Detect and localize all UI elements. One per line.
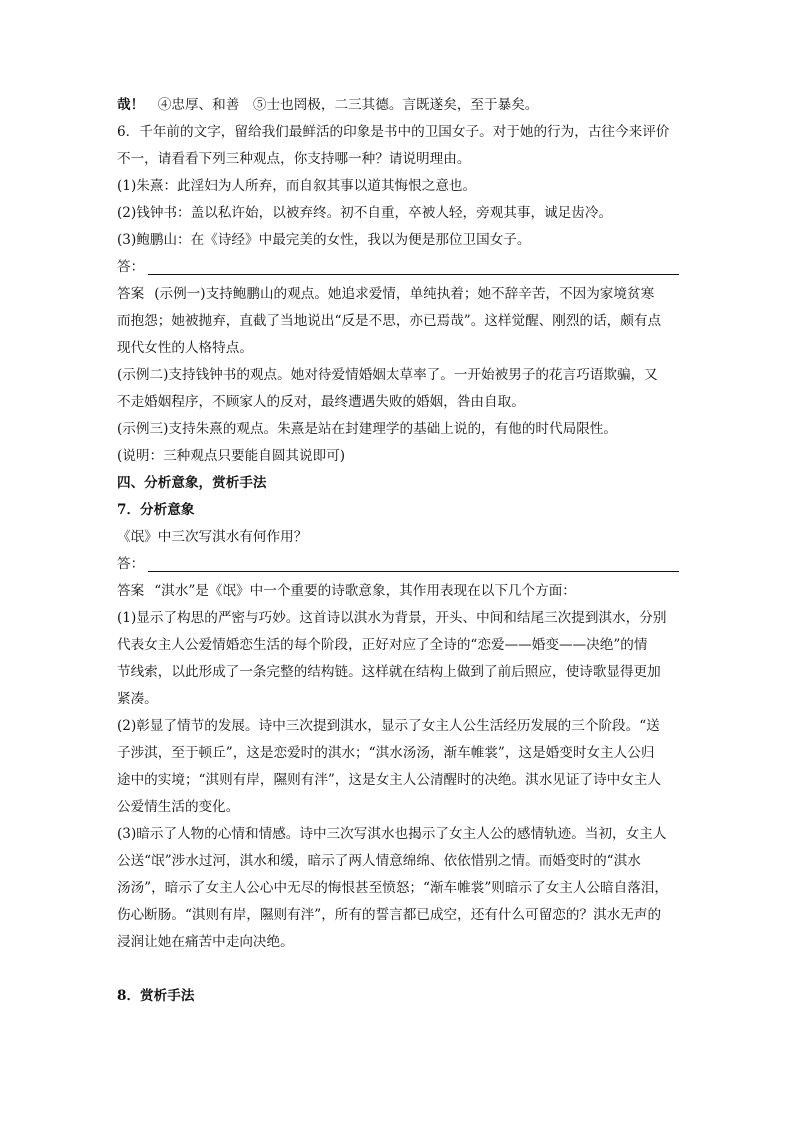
line-text: 6．千年前的文字，留给我们最鲜活的印象是书中的卫国女子。对于她的行为，古往今来评价 xyxy=(117,124,670,140)
document-page xyxy=(117,92,679,1010)
section-heading xyxy=(117,983,679,1010)
line-text: 不走婚姻程序，不顾家人的反对，最终遭遇失败的婚姻，咎由自取。 xyxy=(117,394,525,410)
text-line xyxy=(117,92,679,119)
line-text: (1)朱熹：此淫妇为人所弃，而自叙其事以道其悔恨之意也。 xyxy=(117,178,477,194)
text-line xyxy=(117,821,679,848)
text-line xyxy=(117,578,679,605)
line-text: 浸润让她在痛苦中走向决绝。 xyxy=(117,934,294,950)
text-line xyxy=(117,200,679,227)
line-text: 途中的实境；“淇则有岸，隰则有泮”，这是女主人公清醒时的决绝。淇水见证了诗中女主人 xyxy=(117,772,662,788)
line-text: (示例三)支持朱熹的观点。朱熹是站在封建理学的基础上说的，有他的时代局限性。 xyxy=(117,421,617,437)
text-line xyxy=(117,362,679,389)
text-line xyxy=(117,173,679,200)
text-line xyxy=(117,227,679,254)
line-text: ④忠厚、和善 ⑤士也罔极，二三其德。言既遂矣，至于暴矣。 xyxy=(144,97,539,113)
line-text: (2)钱钟书：盖以私许始，以被弃终。初不自重，卒被人轻，旁观其事，诚足齿冷。 xyxy=(117,205,613,221)
line-text: 而抱怨；她被抛弃，直截了当地说出“反是不思，亦已焉哉”。这样觉醒、刚烈的话，颇有点 xyxy=(117,313,662,329)
section-heading xyxy=(117,470,679,497)
text-line xyxy=(117,632,679,659)
answer-label: 答： xyxy=(117,556,145,572)
line-text: 公爱情生活的变化。 xyxy=(117,799,240,815)
line-text: 紧凑。 xyxy=(117,691,158,707)
line-text: “淇水”是《氓》中一个重要的诗歌意象，其作用表现在以下几个方面： xyxy=(154,583,576,599)
text-line xyxy=(117,929,679,956)
text-line xyxy=(117,686,679,713)
line-text: (示例二)支持钱钟书的观点。她对待爱情婚姻太草率了。一开始被男子的花言巧语欺骗，又 xyxy=(117,367,658,383)
answer-blank xyxy=(117,551,679,578)
line-text: 7．分析意象 xyxy=(117,502,195,518)
text-line xyxy=(117,740,679,767)
text-line xyxy=(117,524,679,551)
answer-underline xyxy=(148,552,679,572)
answer-tag: 答案 xyxy=(117,583,145,599)
text-line xyxy=(117,416,679,443)
answer-underline xyxy=(148,255,679,275)
line-text: 公送“氓”涉水过河，淇水和缓，暗示了两人情意绵绵、依依惜别之情。而婚变时的“淇水 xyxy=(117,853,641,869)
line-text: 四、分析意象，赏析手法 xyxy=(117,475,267,491)
line-text: 代表女主人公爱情婚恋生活的每个阶段，正好对应了全诗的“恋爱——婚变——决绝”的情 xyxy=(117,637,648,653)
line-text: (3)鲍鹏山：在《诗经》中最完美的女性，我以为便是那位卫国女子。 xyxy=(117,232,531,248)
text-line xyxy=(117,605,679,632)
section-heading xyxy=(117,497,679,524)
line-text: (示例一)支持鲍鹏山的观点。她追求爱情，单纯执着；她不辞辛苦，不因为家境贫寒 xyxy=(154,286,655,302)
line-text: 伤心断肠。“淇则有岸，隰则有泮”，所有的誓言都已成空，还有什么可留恋的？淇水无声的 xyxy=(117,907,662,923)
answer-tag: 答案 xyxy=(117,286,145,302)
line-text: (2)彰显了情节的发展。诗中三次提到淇水，显示了女主人公生活经历发展的三个阶段。“送 xyxy=(117,718,660,734)
text-line xyxy=(117,335,679,362)
line-text: (1)显示了构思的严密与巧妙。这首诗以淇水为背景，开头、中间和结尾三次提到淇水，分别 xyxy=(117,610,667,626)
line-text: (说明：三种观点只要能自圆其说即可) xyxy=(117,448,346,464)
text-line xyxy=(117,848,679,875)
blank-line xyxy=(117,956,679,983)
line-text: 汤汤”，暗示了女主人公心中无尽的悔恨甚至愤怒；“渐车帷裳”则暗示了女主人公暗自落泪， xyxy=(117,880,669,896)
text-line xyxy=(117,146,679,173)
line-text: 8．赏析手法 xyxy=(117,988,195,1004)
text-line xyxy=(117,713,679,740)
text-line xyxy=(117,875,679,902)
line-text: 节线索，以此形成了一条完整的结构链。这样就在结构上做到了前后照应，使诗歌显得更加 xyxy=(117,664,661,680)
line-text: 《氓》中三次写淇水有何作用？ xyxy=(117,529,308,545)
answer-label: 答： xyxy=(117,259,145,275)
bold-prefix: 哉！ xyxy=(117,97,145,113)
text-line xyxy=(117,794,679,821)
line-text: 现代女性的人格特点。 xyxy=(117,340,253,356)
text-line xyxy=(117,659,679,686)
line-text: 不一，请看看下列三种观点，你支持哪一种？请说明理由。 xyxy=(117,151,471,167)
text-line xyxy=(117,119,679,146)
text-line xyxy=(117,902,679,929)
line-text: (3)暗示了人物的心情和情感。诗中三次写淇水也揭示了女主人公的感情轨迹。当初，女主人 xyxy=(117,826,667,842)
answer-blank xyxy=(117,254,679,281)
text-line xyxy=(117,281,679,308)
line-text: 子涉淇，至于顿丘”，这是恋爱时的淇水；“淇水汤汤，渐车帷裳”，这是婚变时女主人公归 xyxy=(117,745,655,761)
text-line xyxy=(117,308,679,335)
text-line xyxy=(117,389,679,416)
text-line xyxy=(117,443,679,470)
text-line xyxy=(117,767,679,794)
